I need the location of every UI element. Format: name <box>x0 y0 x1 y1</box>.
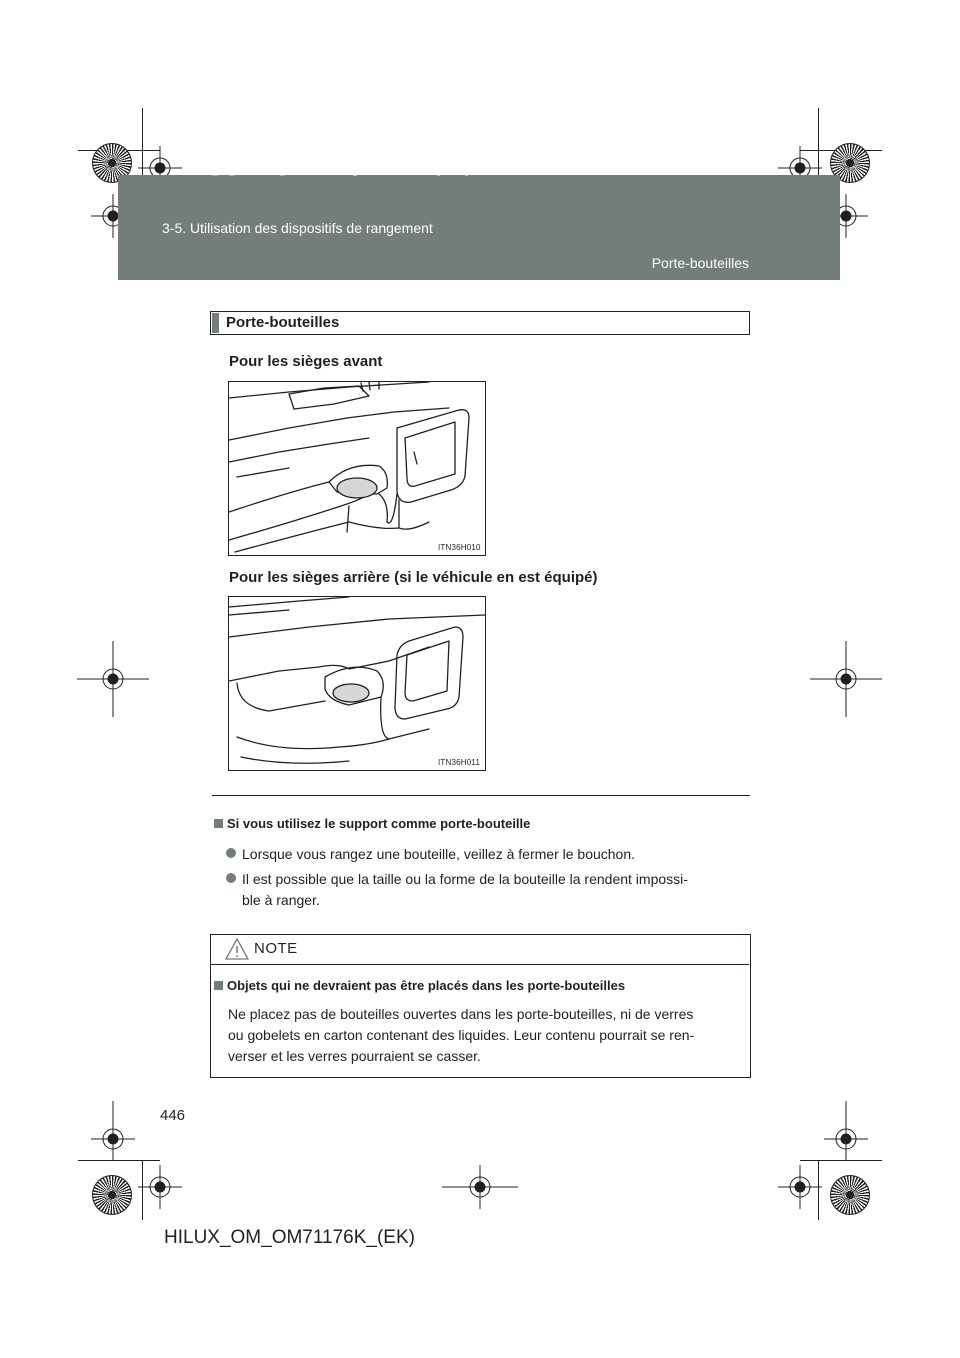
crosshair-icon <box>442 1165 518 1209</box>
note-divider <box>211 964 749 965</box>
note-line-2: ou gobelets en carton contenant des liquides. Leur contenu pourrait se ren- <box>228 1027 695 1043</box>
bullet-icon <box>226 873 236 883</box>
square-bullet-icon <box>214 981 223 990</box>
rear-seats-heading: Pour les sièges arrière (si le véhicule en est équipé) <box>229 569 598 586</box>
front-seats-heading: Pour les sièges avant <box>229 353 383 370</box>
info-heading: Si vous utilisez le support comme porte-bouteille <box>227 816 531 831</box>
crosshair-icon <box>824 1101 868 1161</box>
crosshair-icon <box>778 1165 822 1209</box>
section-title: Porte-bouteilles <box>226 314 340 331</box>
info-heading-row <box>214 816 530 831</box>
square-bullet-icon <box>214 819 223 828</box>
book-code: HILUX_OM_OM71176K_(EK) <box>164 1227 415 1248</box>
running-head: Porte-bouteilles <box>651 255 749 271</box>
front-cupholder-illustration <box>228 381 486 556</box>
rear-door-cupholder-drawing <box>229 597 485 770</box>
crosshair-icon <box>91 1101 135 1161</box>
section-title-marker <box>212 313 219 333</box>
section-breadcrumb: 3-5. Utilisation des dispositifs de rangement <box>162 220 433 236</box>
note-label: NOTE <box>254 940 298 957</box>
section-divider <box>212 795 750 796</box>
info-bullet-1: Lorsque vous rangez une bouteille, veillez à fermer le bouchon. <box>242 846 636 862</box>
note-line-1: Ne placez pas de bouteilles ouvertes dans les porte-bouteilles, ni de verres <box>228 1006 694 1022</box>
crosshair-icon <box>77 641 149 717</box>
rear-cupholder-illustration <box>228 596 486 771</box>
info-bullet-2: Il est possible que la taille ou la forme de la bouteille la rendent impossi- <box>242 871 688 887</box>
front-figure-code: ITN36H010 <box>438 543 481 552</box>
door-cupholder-drawing <box>229 382 485 555</box>
warning-triangle-icon <box>224 937 250 961</box>
info-bullet-2-continued: ble à ranger. <box>242 892 320 908</box>
note-heading-row <box>214 978 625 993</box>
rear-figure-code: ITN36H011 <box>438 758 481 767</box>
bullet-icon <box>226 848 236 858</box>
page-number: 446 <box>160 1107 186 1124</box>
crosshair-icon <box>138 1165 182 1209</box>
book-info-stamp: HILUX_OM_OM71176K_(EK).book Page 446 Wednesday, May 16, 2012 2:32 PM <box>184 167 567 177</box>
note-heading: Objets qui ne devraient pas être placés dans les porte-bouteilles <box>227 978 626 993</box>
note-line-3: verser et les verres pourraient se casser. <box>228 1048 481 1064</box>
crosshair-icon <box>810 641 882 717</box>
